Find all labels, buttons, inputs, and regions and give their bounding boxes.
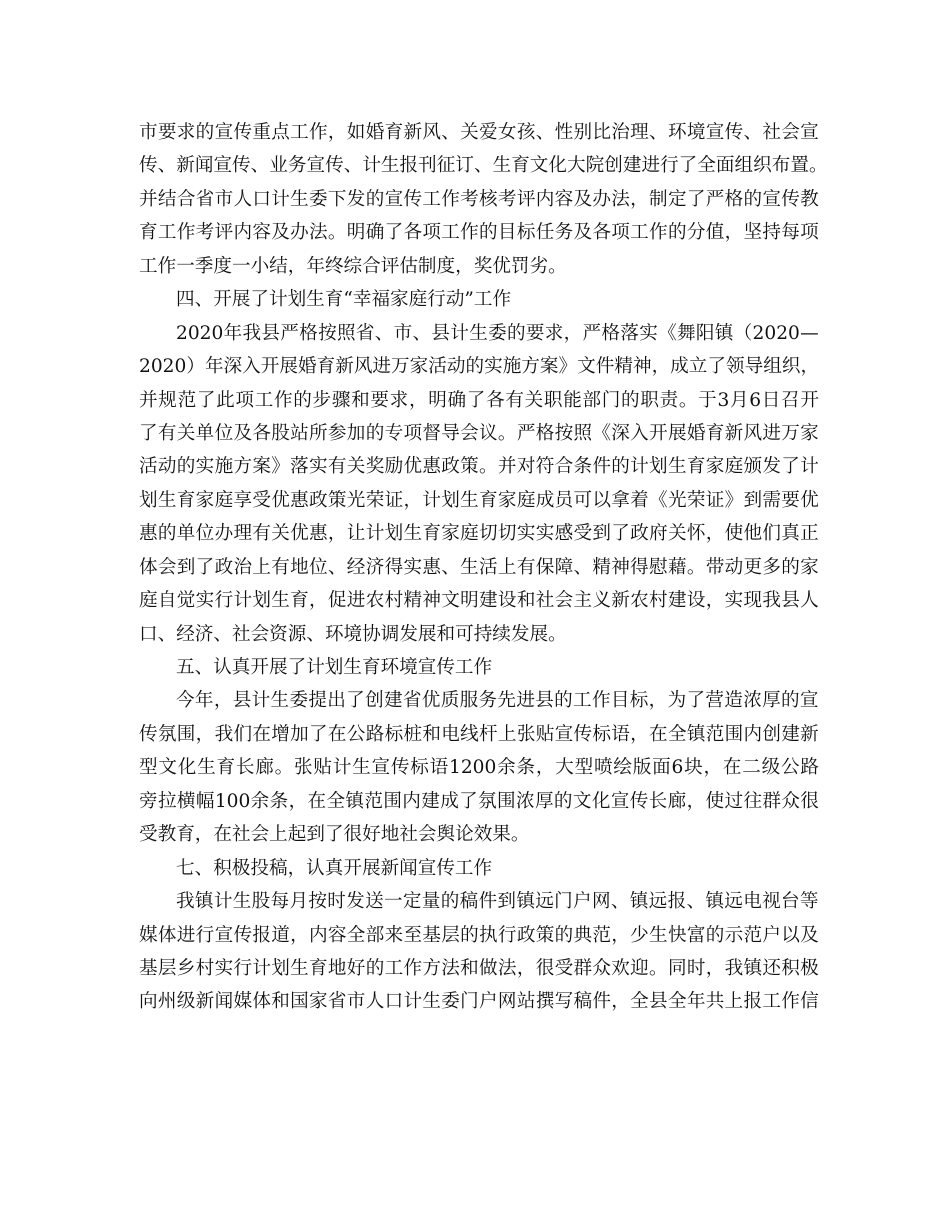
paragraph-line: 了 有 关 单 位 及 各 股 站 所 参 加 的 专 项 督 导 会 议 。 严 格 按 照 《 深 入 开 展 婚 育 新 风 进 万 家 (139, 422, 819, 444)
document-body (139, 116, 828, 1019)
paragraph-line-end (139, 651, 819, 684)
paragraph-line: 2020 ） 年 深 入 开 展 婚 育 新 风 进 万 家 活 动 的 实 施 方 案 》 文 件 精 神 ， 成 立 了 领 导 组 织 ， (139, 356, 820, 378)
line-text: 口、经济、社会资源、环境协调发展和可持续发展。 (139, 623, 567, 645)
paragraph-line-end (139, 283, 819, 316)
line-text: 七、积极投稿，认真开展新闻宣传工作 (176, 857, 493, 879)
paragraph-line: 并 规 范 了 此 项 工 作 的 步 骤 和 要 求 ， 明 确 了 各 有 关 职 能 部 门 的 职 责 。 于 3 月 6 日 召 开 (139, 389, 819, 411)
paragraph-line: 育 工 作 考 评 内 容 及 办 法 。 明 确 了 各 项 工 作 的 目 标 任 务 及 各 项 工 作 的 分 值 ， 坚 持 每 项 (139, 222, 819, 244)
paragraph-line: 庭 自 觉 实 行 计 划 生 育 ， 促 进 农 村 精 神 文 明 建 设 和 社 会 主 义 新 农 村 建 设 ， 实 现 我 县 人 (139, 590, 819, 612)
paragraph-line-end (139, 618, 819, 651)
paragraph-line: 我 镇 计 生 股 每 月 按 时 发 送 一 定 量 的 稿 件 到 镇 远 门 户 网 、 镇 远 报 、 镇 远 电 视 台 等 (176, 891, 819, 913)
paragraph-line: 型 文 化 生 育 长 廊 。 张 贴 计 生 宣 传 标 语 1200 余 条 ， 大 型 喷 绘 版 面 6 块 ， 在 二 级 公 路 (139, 757, 819, 779)
paragraph-line-end (139, 818, 819, 851)
paragraph-line: 市 要 求 的 宣 传 重 点 工 作 ， 如 婚 育 新 风 、 关 爱 女 孩 、 性 别 比 治 理 、 环 境 宣 传 、 社 会 宣 (139, 122, 819, 143)
paragraph-line: 向 州 级 新 闻 媒 体 和 国 家 省 市 人 口 计 生 委 门 户 网 站 撰 写 稿 件 ， 全 县 全 年 共 上 报 工 作 信 (139, 991, 819, 1013)
paragraph-line: 惠 的 单 位 办 理 有 关 优 惠 ， 让 计 划 生 育 家 庭 切 切 实 实 感 受 到 了 政 府 关 怀 ， 使 他 们 真 正 (139, 523, 819, 545)
paragraph-line-end (139, 250, 819, 283)
line-text: 受教育，在社会上起到了很好地社会舆论效果。 (139, 824, 530, 846)
paragraph-line-end (139, 852, 819, 885)
paragraph-line: 传 氛 围 ， 我 们 在 增 加 了 在 公 路 标 桩 和 电 线 杆 上 张 贴 宣 传 标 语 ， 在 全 镇 范 围 内 创 建 新 (139, 723, 819, 745)
line-text: 四、开展了计划生育“幸福家庭行动”工作 (176, 289, 512, 311)
paragraph-line: 传 、 新 闻 宣 传 、 业 务 宣 传 、 计 生 报 刊 征 订 、 生 育 文 化 大 院 创 建 进 行 了 全 面 组 织 布 置 。 (139, 155, 828, 177)
paragraph-line: 媒 体 进 行 宣 传 报 道 ， 内 容 全 部 来 至 基 层 的 执 行 政 策 的 典 范 ， 少 生 快 富 的 示 范 户 以 及 (139, 924, 819, 946)
paragraph-line: 划 生 育 家 庭 享 受 优 惠 政 策 光 荣 证 ， 计 划 生 育 家 庭 成 员 可 以 拿 着 《 光 荣 证 》 到 需 要 优 (139, 489, 819, 511)
paragraph-line: 2020 年 我 县 严 格 按 照 省 、 市 、 县 计 生 委 的 要 求 ， 严 格 落 实 《 舞 阳 镇 （ 2020 — (176, 322, 819, 344)
line-text: 工作一季度一小结，年终综合评估制度，奖优罚劣。 (139, 255, 567, 277)
paragraph-line: 今 年 ， 县 计 生 委 提 出 了 创 建 省 优 质 服 务 先 进 县 的 工 作 目 标 ， 为 了 营 造 浓 厚 的 宣 (176, 690, 819, 712)
paragraph-line: 并 结 合 省 市 人 口 计 生 委 下 发 的 宣 传 工 作 考 核 考 评 内 容 及 办 法 ， 制 定 了 严 格 的 宣 传 教 (139, 188, 819, 210)
paragraph-line: 基 层 乡 村 实 行 计 划 生 育 地 好 的 工 作 方 法 和 做 法 ， 很 受 群 众 欢 迎 。 同 时 ， 我 镇 还 积 极 (139, 957, 819, 979)
line-text: 五、认真开展了计划生育环境宣传工作 (176, 657, 493, 678)
paragraph-line: 旁 拉 横 幅 100 余 条 ， 在 全 镇 范 围 内 建 成 了 氛 围 浓 厚 的 文 化 宣 传 长 廊 ， 使 过 往 群 众 很 (139, 790, 819, 812)
paragraph-line: 活 动 的 实 施 方 案 》 落 实 有 关 奖 励 优 惠 政 策 。 并 对 符 合 条 件 的 计 划 生 育 家 庭 颁 发 了 计 (139, 456, 819, 478)
paragraph-line: 体 会 到 了 政 治 上 有 地 位 、 经 济 得 实 惠 、 生 活 上 有 保 障 、 精 神 得 慰 藉 。 带 动 更 多 的 家 (139, 556, 819, 578)
